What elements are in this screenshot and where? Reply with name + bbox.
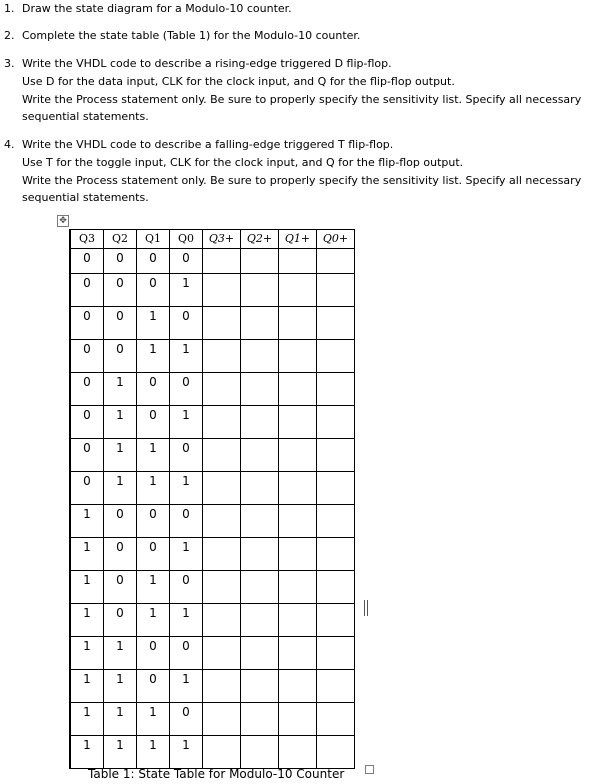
- next-state-cell[interactable]: [241, 505, 279, 538]
- state-cell: 1: [170, 472, 203, 505]
- question-number: 2.: [4, 29, 15, 42]
- state-cell: 0: [170, 373, 203, 406]
- state-cell: 0: [137, 373, 170, 406]
- state-cell: 0: [170, 571, 203, 604]
- header-q3-next: Q3+: [203, 230, 241, 249]
- next-state-cell[interactable]: [317, 307, 355, 340]
- table-header-row: [70, 230, 355, 249]
- header-q0-next: Q0+: [317, 230, 355, 249]
- question-text: Write the VHDL code to describe a rising-edge triggered D flip-flop.: [22, 57, 392, 70]
- state-cell: 0: [137, 406, 170, 439]
- next-state-cell[interactable]: [317, 736, 355, 769]
- table-row: [70, 505, 355, 538]
- question-text: Write the Process statement only. Be sure to properly specify the sensitivity list. Specify all necessary: [22, 174, 582, 187]
- state-cell: 1: [104, 406, 137, 439]
- state-cell: 0: [70, 472, 104, 505]
- next-state-cell[interactable]: [279, 249, 317, 274]
- next-state-cell[interactable]: [317, 439, 355, 472]
- table-row: [70, 340, 355, 373]
- next-state-cell[interactable]: [317, 703, 355, 736]
- next-state-cell[interactable]: [241, 736, 279, 769]
- state-cell: 1: [170, 406, 203, 439]
- table-row: [70, 249, 355, 274]
- state-cell: 0: [137, 274, 170, 307]
- question-text: Use T for the toggle input, CLK for the clock input, and Q for the flip-flop output.: [22, 156, 464, 169]
- state-cell: 0: [170, 505, 203, 538]
- next-state-cell[interactable]: [317, 340, 355, 373]
- header-q2-next: Q2+: [241, 230, 279, 249]
- next-state-cell[interactable]: [241, 472, 279, 505]
- state-cell: 0: [70, 406, 104, 439]
- state-cell: 0: [137, 505, 170, 538]
- table-row: [70, 571, 355, 604]
- resize-handle-icon[interactable]: [365, 765, 374, 774]
- state-cell: 0: [137, 637, 170, 670]
- state-cell: 0: [70, 373, 104, 406]
- next-state-cell[interactable]: [241, 249, 279, 274]
- state-cell: 0: [104, 604, 137, 637]
- state-cell: 0: [104, 505, 137, 538]
- table-row: [70, 274, 355, 307]
- question-text: Write the VHDL code to describe a falling-edge triggered T flip-flop.: [22, 138, 394, 151]
- table-row: [70, 637, 355, 670]
- next-state-cell[interactable]: [203, 340, 241, 373]
- state-cell: 0: [104, 571, 137, 604]
- next-state-cell[interactable]: [203, 637, 241, 670]
- next-state-cell[interactable]: [279, 439, 317, 472]
- state-cell: 1: [137, 604, 170, 637]
- next-state-cell[interactable]: [317, 637, 355, 670]
- table-row: [70, 703, 355, 736]
- table-row: [70, 538, 355, 571]
- state-cell: 0: [137, 249, 170, 274]
- next-state-cell[interactable]: [241, 406, 279, 439]
- header-q2: Q2: [104, 230, 137, 249]
- state-cell: 1: [137, 439, 170, 472]
- state-cell: 0: [70, 340, 104, 373]
- state-cell: 0: [104, 274, 137, 307]
- next-state-cell[interactable]: [279, 571, 317, 604]
- question-text: sequential statements.: [22, 191, 149, 204]
- next-state-cell[interactable]: [203, 670, 241, 703]
- next-state-cell[interactable]: [317, 249, 355, 274]
- next-state-cell[interactable]: [279, 406, 317, 439]
- state-table: [69, 229, 355, 769]
- state-cell: 1: [170, 538, 203, 571]
- next-state-cell[interactable]: [279, 340, 317, 373]
- next-state-cell[interactable]: [203, 439, 241, 472]
- table-row: [70, 406, 355, 439]
- next-state-cell[interactable]: [279, 505, 317, 538]
- state-cell: 1: [170, 736, 203, 769]
- state-cell: 1: [137, 472, 170, 505]
- question-number: 4.: [4, 138, 15, 151]
- state-cell: 1: [104, 472, 137, 505]
- next-state-cell[interactable]: [279, 472, 317, 505]
- state-cell: 1: [170, 604, 203, 637]
- next-state-cell[interactable]: [279, 670, 317, 703]
- state-cell: 1: [104, 439, 137, 472]
- next-state-cell[interactable]: [317, 373, 355, 406]
- next-state-cell[interactable]: [241, 307, 279, 340]
- next-state-cell[interactable]: [203, 307, 241, 340]
- next-state-cell[interactable]: [203, 703, 241, 736]
- table-row: [70, 736, 355, 769]
- header-q1-next: Q1+: [279, 230, 317, 249]
- state-cell: 1: [70, 736, 104, 769]
- table-row: [70, 373, 355, 406]
- next-state-cell[interactable]: [241, 439, 279, 472]
- next-state-cell[interactable]: [241, 340, 279, 373]
- state-cell: 1: [137, 307, 170, 340]
- next-state-cell[interactable]: [317, 406, 355, 439]
- next-state-cell[interactable]: [203, 274, 241, 307]
- question-number: 3.: [4, 57, 15, 70]
- next-state-cell[interactable]: [317, 505, 355, 538]
- question-text: Use D for the data input, CLK for the clock input, and Q for the flip-flop output.: [22, 75, 455, 88]
- next-state-cell[interactable]: [317, 670, 355, 703]
- state-cell: 1: [170, 274, 203, 307]
- next-state-cell[interactable]: [279, 538, 317, 571]
- next-state-cell[interactable]: [279, 703, 317, 736]
- next-state-cell[interactable]: [241, 670, 279, 703]
- question-text: Draw the state diagram for a Modulo-10 counter.: [22, 2, 292, 15]
- state-cell: 1: [70, 670, 104, 703]
- state-cell: 0: [170, 637, 203, 670]
- state-cell: 0: [70, 249, 104, 274]
- header-q1: Q1: [137, 230, 170, 249]
- next-state-cell[interactable]: [279, 274, 317, 307]
- next-state-cell[interactable]: [203, 406, 241, 439]
- question-number: 1.: [4, 2, 15, 15]
- state-cell: 1: [137, 571, 170, 604]
- state-cell: 1: [170, 340, 203, 373]
- next-state-cell[interactable]: [203, 736, 241, 769]
- next-state-cell[interactable]: [241, 604, 279, 637]
- state-cell: 0: [137, 538, 170, 571]
- table-row: [70, 670, 355, 703]
- question-text: sequential statements.: [22, 110, 149, 123]
- table-caption: Table 1: State Table for Modulo-10 Counter: [88, 767, 345, 781]
- next-state-cell[interactable]: [203, 373, 241, 406]
- state-cell: 1: [104, 637, 137, 670]
- state-cell: 1: [70, 505, 104, 538]
- next-state-cell[interactable]: [317, 274, 355, 307]
- state-cell: 0: [70, 307, 104, 340]
- next-state-cell[interactable]: [203, 249, 241, 274]
- next-state-cell[interactable]: [279, 373, 317, 406]
- next-state-cell[interactable]: [241, 571, 279, 604]
- state-cell: 0: [170, 703, 203, 736]
- next-state-cell[interactable]: [317, 472, 355, 505]
- state-cell: 0: [170, 307, 203, 340]
- state-cell: 0: [104, 538, 137, 571]
- question-text: Write the Process statement only. Be sure to properly specify the sensitivity list. Specify all necessary: [22, 93, 582, 106]
- state-cell: 1: [104, 736, 137, 769]
- next-state-cell[interactable]: [203, 472, 241, 505]
- next-state-cell[interactable]: [279, 604, 317, 637]
- question-text: Complete the state table (Table 1) for the Modulo-10 counter.: [22, 29, 361, 42]
- state-cell: 0: [70, 439, 104, 472]
- next-state-cell[interactable]: [241, 538, 279, 571]
- header-q0: Q0: [170, 230, 203, 249]
- state-cell: 0: [104, 249, 137, 274]
- state-cell: 1: [70, 604, 104, 637]
- header-q3: Q3: [70, 230, 104, 249]
- table-row: [70, 604, 355, 637]
- state-cell: 0: [104, 307, 137, 340]
- next-state-cell[interactable]: [203, 571, 241, 604]
- next-state-cell[interactable]: [203, 538, 241, 571]
- state-cell: 1: [137, 736, 170, 769]
- next-state-cell[interactable]: [279, 307, 317, 340]
- next-state-cell[interactable]: [279, 736, 317, 769]
- next-state-cell[interactable]: [317, 604, 355, 637]
- next-state-cell[interactable]: [241, 703, 279, 736]
- state-cell: 1: [70, 538, 104, 571]
- state-cell: 1: [104, 373, 137, 406]
- next-state-cell[interactable]: [317, 571, 355, 604]
- text-cursor: [364, 600, 368, 616]
- next-state-cell[interactable]: [317, 538, 355, 571]
- state-cell: 0: [137, 670, 170, 703]
- state-cell: 1: [104, 703, 137, 736]
- table-row: [70, 307, 355, 340]
- next-state-cell[interactable]: [241, 274, 279, 307]
- next-state-cell[interactable]: [279, 637, 317, 670]
- state-cell: 1: [104, 670, 137, 703]
- state-cell: 1: [137, 703, 170, 736]
- state-cell: 1: [70, 571, 104, 604]
- state-cell: 1: [137, 340, 170, 373]
- next-state-cell[interactable]: [203, 505, 241, 538]
- state-cell: 0: [104, 340, 137, 373]
- state-cell: 0: [70, 274, 104, 307]
- table-row: [70, 439, 355, 472]
- next-state-cell[interactable]: [241, 637, 279, 670]
- state-table-body: [70, 249, 355, 769]
- state-cell: 1: [70, 637, 104, 670]
- state-cell: 1: [170, 670, 203, 703]
- state-cell: 0: [170, 439, 203, 472]
- next-state-cell[interactable]: [241, 373, 279, 406]
- state-cell: 1: [70, 703, 104, 736]
- table-row: [70, 472, 355, 505]
- state-cell: 0: [170, 249, 203, 274]
- next-state-cell[interactable]: [203, 604, 241, 637]
- move-handle-icon[interactable]: ✥: [57, 215, 69, 227]
